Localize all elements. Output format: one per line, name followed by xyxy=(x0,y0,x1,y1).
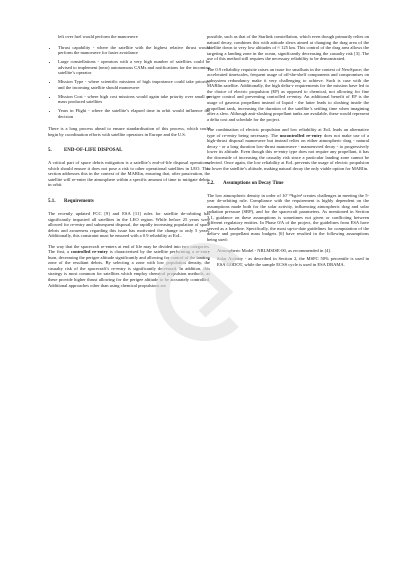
text-run: creates challenges in meeting the 5-year de-orbiting rule. Compliance with the requirement is highly dependent on the assumptions made both for the solar activity, influencing atmospheric drag and solar radiation pressure (SRP), and for the spacecraft parameters. As mentioned in Section 3.1, guidance on these assumptions is sometimes not given or conflicting between different regulatory entities. In Phase 0/A of the project, the guidelines from ESA have served as a baseline. Specifically, the most up-to-date guidelines for computation of the delta-v and propellant mass budgets [6] have resulted in the following assumptions being used: xyxy=(207,192,370,242)
section-heading xyxy=(48,148,210,154)
section-number: 5.2. xyxy=(207,180,215,186)
paragraph: The recently updated FCC [9] and ESA [11] rules for satellite de-orbiting has significantly impacted all satellites in the LEO region. While before 25 years were allowed for re-entry and subsequent disposal, the rapidly increasing population of space debris and awareness regarding this issue has motivated the change to only 5 years. Additionally, this constraint must be ensured with a 0.9 reliability at EoL. xyxy=(48,210,210,239)
keyword: controlled re-entry xyxy=(70,249,108,255)
paragraph xyxy=(207,127,369,171)
subsection-heading xyxy=(207,181,369,187)
continued-bullet-text: left over fuel would perform the manoeuvre xyxy=(58,34,138,39)
text-run: The way that the spacecraft re-enters at end of life may be divided into two categories. The first, a xyxy=(48,243,210,255)
section-title: Assumptions on Decay Time xyxy=(223,180,284,186)
list-item: • Mission Cost - where high cost missions would again take priority over small or mass produced satellites xyxy=(58,94,210,105)
list-item: • Solar Activity - as described in Section 2, the MSFC 50% percentile is used in ESA GODOT, while the sample ECSS cycle is used in ESA DRAMA. xyxy=(217,256,369,267)
text-run: is characterised by the satellite performing a re-entry burn, decreasing the perigee altitude significantly and allowing for control of the landing zone of the resultant debris. By selecting a zone with low population density, the casualty risk of the spacecraft’s re-entry is significantly decreased. In addition, this strategy is most common for satellites which employ chemical propulsion methods, as these provide higher thrust allowing for the perigee altitude to be accurately controlled. Additional approaches other than using chemical propulsions are xyxy=(48,249,211,288)
watermark-logo xyxy=(142,232,262,352)
decision-criteria-list xyxy=(48,45,210,120)
list-item: • Large constellations - operators with a very high number of satellites could be advised to implement (near) autonomous CAMs and notifications for the incoming satellite’s operator xyxy=(58,59,210,76)
list-item: • Mission Type - where scientific missions of high importance could take priority, and the incoming satellite should manoeuvre xyxy=(58,79,210,90)
text-run: The combination of electric propulsion and low reliability at EoL leads an alternative type of re-entry being necessary. The xyxy=(207,127,369,138)
text-run: does not make use of a high-thrust disposal manoeuvre but instead relies on either atmospheric drag - natural decay - or a long duration low-thrust manoeuvre - manoeuvred decay - to progressively lower its altitude. Even though this re-entry type does not require any propellant, it has the downside of increasing the casualty risk since a particular landing zone cannot be selected. Once again, the low reliability at EoL prevents the usage of electric propulsion to lower the satellite’s altitude, making natural decay the only viable option for MARIin. xyxy=(207,132,369,172)
paragraph: The 0.9 reliability requisite raises an issue for smallsats in the context of NewSpace; the accelerated timescales, frequent usage of off-the-shelf components and compromises on subsystem redundancy make it very challenging to achieve. Such is case with the MARIin satellite. Additionally, the high delta-v requirements for the mission have led to the choice of electric propulsion (EP) as opposed to chemical, not allowing for fine perigee control and preventing controlled re-entry. An additional benefit of EP is the usage of gaseous propellant instead of liquid - the latter leads to sloshing inside the propellant tank, increasing the duration of the satellite’s settling time when imagining after a slew. Although anti-sloshing propellant tanks are available, these would represent a delta cost and schedule for the project. xyxy=(207,66,369,122)
density-value: 10⁻¹³kg/m³ xyxy=(282,192,302,198)
paragraph: There is a long process ahead to ensure standardisation of this process, which could begin by coordination efforts with satellite operators in Europe and the U.S. xyxy=(48,126,210,137)
list-item: • Years in Flight - where the satellite’s elapsed time in orbit would influence the decision xyxy=(58,108,210,119)
text-run: The low atmospheric density in order of xyxy=(207,192,283,198)
section-title: END-OF-LIFE DISPOSAL xyxy=(64,148,123,154)
keyword: uncontrolled re-entry xyxy=(279,132,323,138)
section-number: 5. xyxy=(48,148,52,154)
paragraph: A critical part of space debris mitigation is a satellite’s end-of-life disposal operations, which should ensure it does not pose a risk to other operational satellites in LEO. This section addresses this in the context of the MARIin, ensuring that, after passivation, the satellite will re-enter the atmosphere within a specific amount of time to mitigate debris in orbit. xyxy=(48,160,210,188)
section-number: 5.1. xyxy=(48,198,56,204)
list-item: • Thrust capability - where the satellite with the highest relative thrust would perform the manoeuvre for faster avoidance xyxy=(58,45,210,56)
list-item: • Atmospheric Model - NRLMSISE-00, as recommended in [4]. xyxy=(217,248,369,254)
paragraph: possible, such as that of the Starlink constellation, which even though primarily relies on natural decay, combines this with attitude slews aimed at changing the drag area of the satellite down to very low altitudes of ≈ 125 km. This control of the drag area allows the targeting a landing zone in the ocean, significantly decreasing the casualty risk [3]. The use of this method still requires the necessary reliability to be demonstrated. xyxy=(207,34,369,62)
subsection-heading xyxy=(48,199,210,205)
section-title: Requirements xyxy=(64,198,94,204)
